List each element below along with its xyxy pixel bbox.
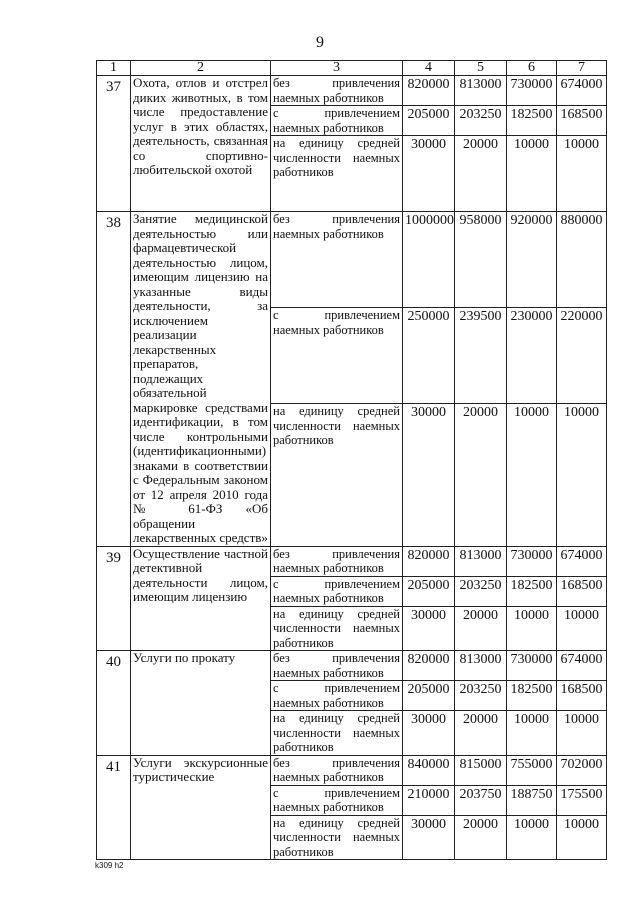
value-cell: 210000	[403, 785, 455, 815]
column-header: 4	[403, 61, 455, 76]
table-row	[97, 755, 607, 785]
category-cell: на единицу средней численности наемных работников	[271, 404, 403, 546]
value-cell: 203750	[455, 785, 507, 815]
category-cell: с привлечением наемных работников	[271, 785, 403, 815]
tax-rates-table	[96, 60, 607, 860]
value-cell: 30000	[403, 711, 455, 756]
value-cell: 205000	[403, 681, 455, 711]
value-cell: 674000	[557, 76, 607, 106]
category-cell: без привлечения наемных работников	[271, 546, 403, 576]
category-cell: без привлечения наемных работников	[271, 651, 403, 681]
value-cell: 205000	[403, 106, 455, 136]
value-cell: 730000	[507, 76, 557, 106]
column-header: 3	[271, 61, 403, 76]
value-cell: 20000	[455, 136, 507, 212]
value-cell: 813000	[455, 76, 507, 106]
value-cell: 813000	[455, 546, 507, 576]
value-cell: 220000	[557, 308, 607, 404]
value-cell: 674000	[557, 546, 607, 576]
value-cell: 10000	[557, 815, 607, 860]
table-row	[97, 76, 607, 106]
value-cell: 30000	[403, 136, 455, 212]
value-cell: 230000	[507, 308, 557, 404]
value-cell: 10000	[507, 606, 557, 651]
value-cell: 30000	[403, 815, 455, 860]
value-cell: 730000	[507, 546, 557, 576]
value-cell: 20000	[455, 815, 507, 860]
category-cell: без привлечения наемных работников	[271, 76, 403, 106]
value-cell: 10000	[507, 711, 557, 756]
value-cell: 203250	[455, 576, 507, 606]
value-cell: 20000	[455, 711, 507, 756]
header-row	[97, 61, 607, 76]
value-cell: 203250	[455, 681, 507, 711]
value-cell: 755000	[507, 755, 557, 785]
value-cell: 188750	[507, 785, 557, 815]
value-cell: 840000	[403, 755, 455, 785]
value-cell: 250000	[403, 308, 455, 404]
activity-cell: Услуги экскурсионные туристические	[131, 755, 271, 860]
value-cell: 815000	[455, 755, 507, 785]
row-number: 39	[97, 546, 131, 651]
value-cell: 20000	[455, 404, 507, 546]
value-cell: 10000	[557, 136, 607, 212]
column-header: 2	[131, 61, 271, 76]
category-cell: с привлечением наемных работников	[271, 681, 403, 711]
value-cell: 674000	[557, 651, 607, 681]
activity-cell: Услуги по прокату	[131, 651, 271, 756]
value-cell: 205000	[403, 576, 455, 606]
table-row	[97, 546, 607, 576]
category-cell: с привлечением наемных работников	[271, 576, 403, 606]
footer-code: k309 h2	[95, 861, 124, 870]
value-cell: 820000	[403, 651, 455, 681]
value-cell: 182500	[507, 681, 557, 711]
value-cell: 820000	[403, 546, 455, 576]
value-cell: 168500	[557, 576, 607, 606]
category-cell: с привлечением наемных работников	[271, 308, 403, 404]
value-cell: 10000	[507, 136, 557, 212]
value-cell: 730000	[507, 651, 557, 681]
column-header: 5	[455, 61, 507, 76]
value-cell: 168500	[557, 681, 607, 711]
row-number: 38	[97, 212, 131, 547]
value-cell: 10000	[507, 815, 557, 860]
value-cell: 182500	[507, 576, 557, 606]
table-row	[97, 212, 607, 308]
category-cell: на единицу средней численности наемных работников	[271, 815, 403, 860]
value-cell: 10000	[557, 404, 607, 546]
activity-cell: Охота, отлов и отстрел диких животных, в том числе предоставление услуг в этих областях, деятельность, связанная со спортивно-любительской охотой	[131, 76, 271, 212]
category-cell: без привлечения наемных работников	[271, 755, 403, 785]
value-cell: 239500	[455, 308, 507, 404]
value-cell: 958000	[455, 212, 507, 308]
page-number: 9	[316, 34, 324, 51]
value-cell: 182500	[507, 106, 557, 136]
value-cell: 20000	[455, 606, 507, 651]
category-cell: на единицу средней численности наемных работников	[271, 711, 403, 756]
value-cell: 168500	[557, 106, 607, 136]
value-cell: 30000	[403, 606, 455, 651]
activity-cell: Занятие медицинской деятельностью или фармацевтической деятельностью лицом, имеющим лицензию на указанные виды деятельности, за исключением реализации лекарственных препаратов, подлежащих обязательной маркировке средствами идентификации, в том числе контрольными (идентификационными) знаками в соответствии с Федеральным законом от 12 апреля 2010 года № 61-ФЗ «Об обращении лекарственных средств»	[131, 212, 271, 547]
value-cell: 30000	[403, 404, 455, 546]
value-cell: 702000	[557, 755, 607, 785]
value-cell: 920000	[507, 212, 557, 308]
value-cell: 10000	[557, 711, 607, 756]
value-cell: 203250	[455, 106, 507, 136]
value-cell: 813000	[455, 651, 507, 681]
value-cell: 10000	[557, 606, 607, 651]
column-header: 7	[557, 61, 607, 76]
value-cell: 1000000	[403, 212, 455, 308]
value-cell: 175500	[557, 785, 607, 815]
row-number: 40	[97, 651, 131, 756]
column-header: 1	[97, 61, 131, 76]
column-header: 6	[507, 61, 557, 76]
value-cell: 820000	[403, 76, 455, 106]
category-cell: с привлечением наемных работников	[271, 106, 403, 136]
activity-cell: Осуществление частной детективной деятельности лицом, имеющим лицензию	[131, 546, 271, 651]
category-cell: на единицу средней численности наемных работников	[271, 136, 403, 212]
row-number: 41	[97, 755, 131, 860]
table-row	[97, 651, 607, 681]
category-cell: без привлечения наемных работников	[271, 212, 403, 308]
category-cell: на единицу средней численности наемных работников	[271, 606, 403, 651]
row-number: 37	[97, 76, 131, 212]
value-cell: 880000	[557, 212, 607, 308]
value-cell: 10000	[507, 404, 557, 546]
